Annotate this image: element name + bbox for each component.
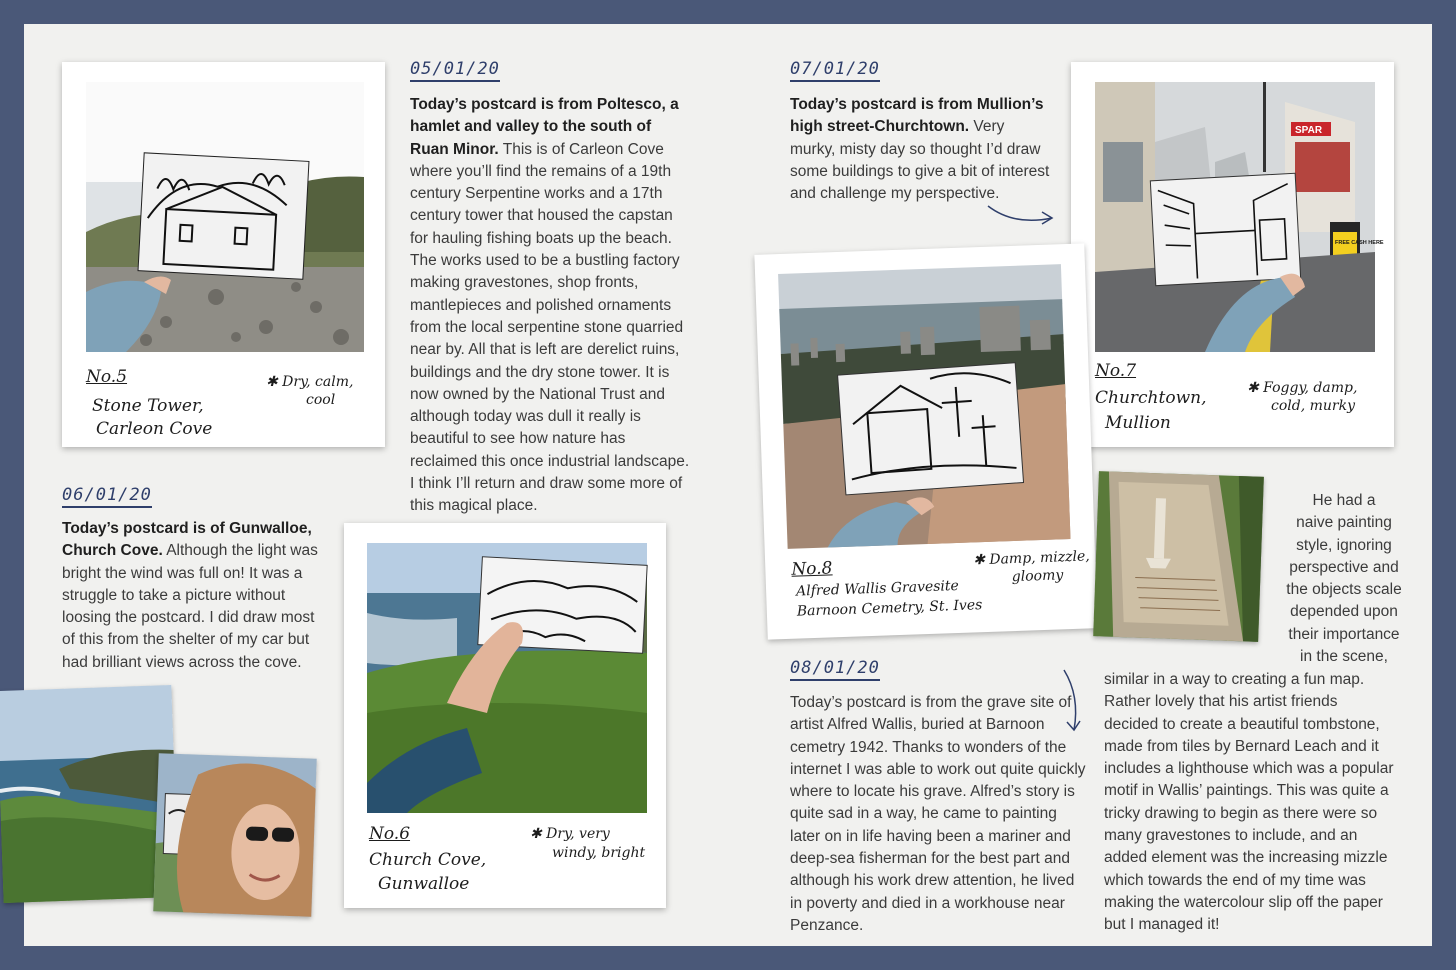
side-line: style, ignoring xyxy=(1296,536,1392,554)
photo-mullion-street xyxy=(1095,82,1384,352)
entry-text-continued: similar in a way to creating a fun map. Rather lovely that his artist friends decided to create a beautiful tombstone, made from tiles by Bernard Leach and it includes a lighthouse which was a popular motif in Wallis’ paintings. This was quite a tricky drawing to begin as there were so many gravestones to include, and an added element was the increasing mizzle which towards the end of my time was making the watercolour slip off the paper but I managed it! xyxy=(1104,671,1394,934)
photo-barnoon-cemetery xyxy=(778,264,1070,549)
entry-text xyxy=(62,518,320,674)
polaroid-place: Churchtown, xyxy=(1095,388,1207,408)
polaroid-number: No.6 xyxy=(369,824,411,844)
polaroid-weather: cold, murky xyxy=(1271,398,1355,414)
entry-lead: Today’s postcard is from Mullion’s high street-Churchtown. xyxy=(790,96,1044,136)
polaroid-place: Mullion xyxy=(1105,413,1171,433)
polaroid-weather: ✱ Dry, calm, xyxy=(266,374,354,390)
cash-sign: FREE CASH HERE xyxy=(1335,240,1384,246)
polaroid-no7 xyxy=(1071,62,1394,447)
polaroid-place: Carleon Cove xyxy=(96,419,213,439)
polaroid-place: Barnoon Cemetry, St. Ives xyxy=(796,597,983,620)
polaroid-weather: windy, bright xyxy=(552,845,646,861)
side-line: the objects scale xyxy=(1286,581,1402,599)
polaroid-no8 xyxy=(754,243,1097,639)
photo-cove-cliffs xyxy=(0,685,179,903)
entry-text xyxy=(790,94,1052,205)
polaroid-number: No.7 xyxy=(1095,361,1137,381)
photo-church-cove xyxy=(367,543,647,813)
polaroid-place: Alfred Wallis Gravesite xyxy=(795,577,960,600)
arrow-icon xyxy=(984,194,1059,234)
entry-lead: Today’s postcard is from Poltesco, a hamlet and valley to the south of Ruan Minor. xyxy=(410,96,679,158)
polaroid-number: No.5 xyxy=(86,367,128,387)
entry-body: This is of Carleon Cove where you’ll find the remains of a 19th century Serpentine works and a 17th century tower that housed the capstan for hauling fishing boats up the beach. The works used to be a bustling factory making gravestones, shop fronts, mantlepieces and polished ornaments from the local serpentine stone quarried near by. All that is left are derelict ruins, buildings and the dry stone tower. It is now owned by the National Trust and although today was dull it really is beautiful to see how nature has reclaimed this once industrial landscape. I think I’ll return and draw some more of this magical place. xyxy=(410,140,690,515)
photo-selfie-windy xyxy=(153,753,316,916)
polaroid-place: Church Cove, xyxy=(369,850,487,870)
entry-side-text xyxy=(1274,490,1414,668)
entry-body: Although the light was bright the wind was full on! It was a struggle to take a picture without loosing the postcard. I did draw most of this from the shelter of my car but had brilliant views across the cove. xyxy=(62,542,318,671)
entry-date: 07/01/20 xyxy=(790,59,880,82)
entry-date: 08/01/20 xyxy=(790,658,880,681)
side-line: perspective and xyxy=(1289,558,1399,576)
polaroid-weather: ✱ Foggy, damp, xyxy=(1247,380,1358,396)
entry-date: 05/01/20 xyxy=(410,59,500,82)
photo-stone-tower xyxy=(86,82,364,352)
polaroid-place: Stone Tower, xyxy=(92,396,204,416)
side-line: naive painting xyxy=(1296,514,1392,532)
entry-text xyxy=(410,94,692,518)
side-line: He had a xyxy=(1312,492,1376,509)
side-line: their importance xyxy=(1288,625,1400,643)
polaroid-no5 xyxy=(62,62,385,447)
polaroid-weather: cool xyxy=(306,392,336,408)
polaroid-place: Gunwalloe xyxy=(378,874,470,894)
entry-body: Very murky, misty day so thought I’d draw some buildings to give a bit of interest and challenge my perspective. xyxy=(790,118,1050,203)
entry-lead: Today’s postcard is of Gunwalloe, Church Cove. xyxy=(62,520,312,560)
magazine-spread xyxy=(24,24,1432,946)
photo-tombstone xyxy=(1093,471,1264,642)
side-line: depended upon xyxy=(1290,603,1398,621)
entry-text: Today’s postcard is from the grave site of artist Alfred Wallis, buried at Barnoon cemetry 1942. Thanks to wonders of the internet I was able to work out quite quickly where to locate his grave. Alfred’s story is quite sad in a way, he came to painting later on in life having been a mariner and deep-sea fisherman for the best part and although his work drew attention, he lived in poverty and died in a workhouse near Penzance. xyxy=(790,694,1086,934)
polaroid-weather: ✱ Dry, very xyxy=(530,826,610,842)
polaroid-no6 xyxy=(344,523,666,908)
polaroid-weather: gloomy xyxy=(1011,567,1064,586)
side-line: in the scene, xyxy=(1300,648,1388,666)
polaroid-weather: ✱ Damp, mizzle, xyxy=(972,548,1090,569)
shop-sign: SPAR xyxy=(1295,125,1323,136)
polaroid-number: No.8 xyxy=(791,558,833,580)
entry-date: 06/01/20 xyxy=(62,485,152,508)
